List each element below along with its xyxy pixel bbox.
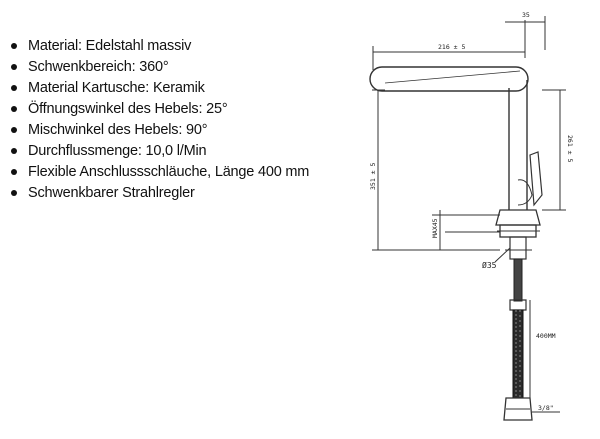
- threaded-rod: [514, 259, 522, 301]
- spec-list: [8, 36, 309, 204]
- spec-item-material: Material: Edelstahl massiv: [8, 36, 309, 57]
- spec-item-cartridge: Material Kartusche: Keramik: [8, 78, 309, 99]
- bullet-icon: [11, 106, 17, 112]
- spout-arm: [370, 67, 528, 91]
- bullet-icon: [11, 127, 17, 133]
- dim-label-thread: 3/8": [538, 404, 554, 412]
- bullet-icon: [11, 85, 17, 91]
- spec-item-swivel: Schwenkbereich: 360°: [8, 57, 309, 78]
- spec-item-flow-rate: Durchflussmenge: 10,0 l/Min: [8, 141, 309, 162]
- bullet-icon: [11, 43, 17, 49]
- flexible-hose: [513, 310, 523, 398]
- dim-label-hose: 400MM: [536, 332, 556, 340]
- spec-item-opening-angle: Öffnungswinkel des Hebels: 25°: [8, 99, 309, 120]
- lever: [530, 152, 542, 205]
- bullet-icon: [11, 64, 17, 70]
- bullet-icon: [11, 190, 17, 196]
- dim-label-spout: 216 ± 5: [438, 43, 466, 51]
- faucet-technical-drawing: [340, 0, 600, 439]
- dim-label-max: MAX45: [431, 218, 439, 238]
- bullet-icon: [11, 148, 17, 154]
- dim-label-diameter: Ø35: [482, 261, 497, 270]
- faucet-base: [496, 210, 540, 225]
- spec-item-hoses: Flexible Anschlussschläuche, Länge 400 mm: [8, 162, 309, 183]
- spec-item-aerator: Schwenkbarer Strahlregler: [8, 183, 309, 204]
- dim-label-right: 261 ± 5: [566, 135, 574, 163]
- spec-item-mixing-angle: Mischwinkel des Hebels: 90°: [8, 120, 309, 141]
- shank: [510, 237, 526, 259]
- bullet-icon: [11, 169, 17, 175]
- dim-label-top-small: 35: [522, 11, 530, 19]
- dim-label-left: 351 ± 5: [369, 162, 377, 190]
